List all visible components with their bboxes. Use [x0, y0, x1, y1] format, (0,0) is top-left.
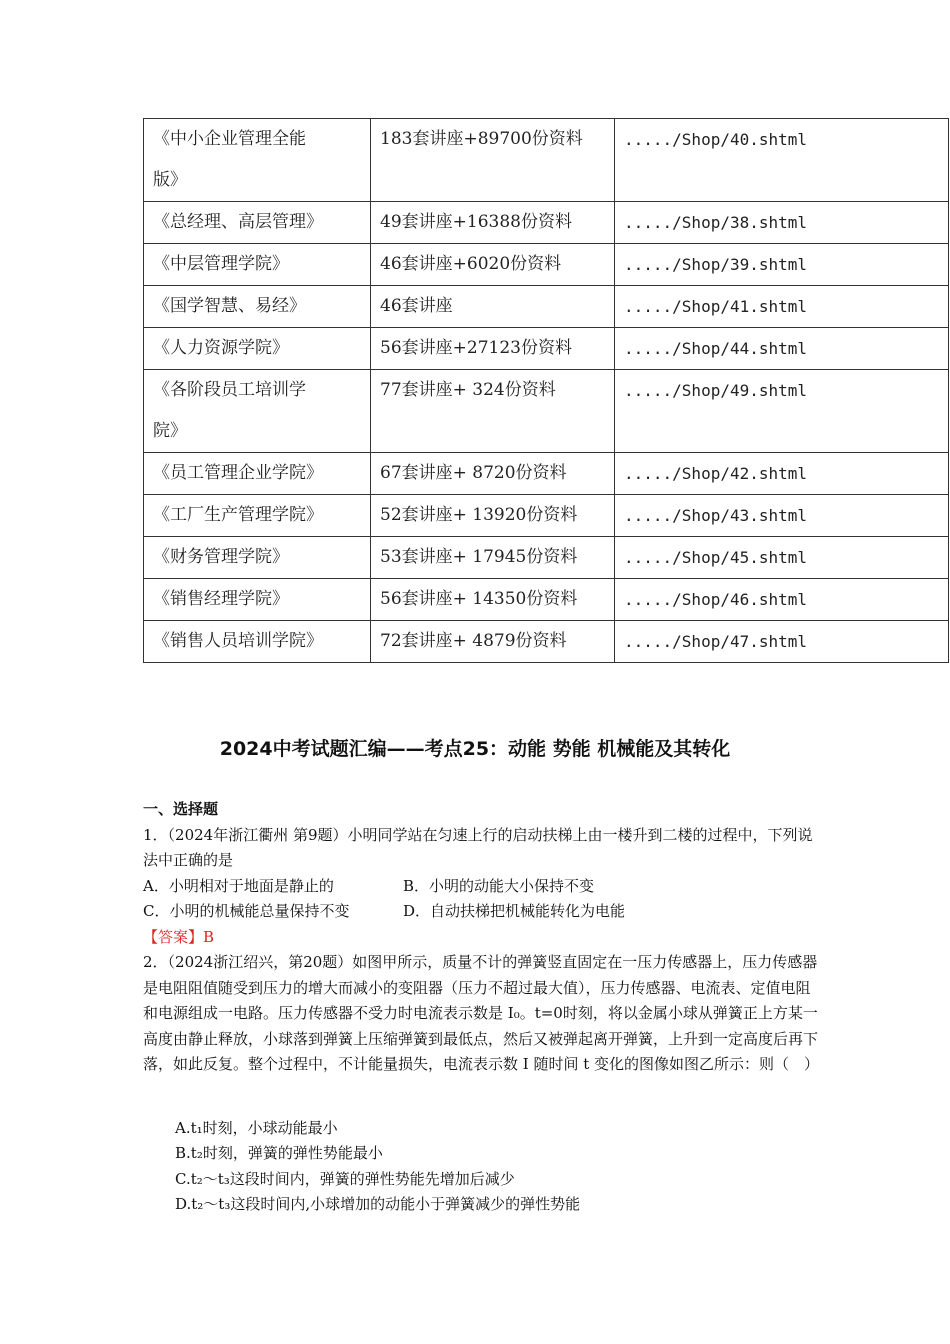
course-content-cell: 56套讲座+27123份资料	[371, 328, 615, 370]
course-link-cell[interactable]: ...../Shop/44.shtml	[615, 328, 949, 370]
question-1-option-a: A．小明相对于地面是静止的	[143, 876, 334, 895]
page-title: 2024中考试题汇编——考点25：动能 势能 机械能及其转化	[219, 738, 731, 760]
catalog-table	[143, 118, 949, 663]
course-name-line: 《总经理、高层管理》	[153, 212, 323, 232]
course-name-cell	[144, 579, 371, 621]
table-row	[144, 537, 949, 579]
course-link-cell[interactable]: ...../Shop/38.shtml	[615, 202, 949, 244]
question-content	[143, 797, 823, 1218]
table-row	[144, 119, 949, 202]
course-name-cell	[144, 119, 371, 202]
course-link-cell[interactable]: ...../Shop/46.shtml	[615, 579, 949, 621]
table-row	[144, 453, 949, 495]
course-name-line: 《财务管理学院》	[153, 547, 289, 567]
course-content-cell: 56套讲座+ 14350份资料	[371, 579, 615, 621]
course-link-cell[interactable]: ...../Shop/49.shtml	[615, 370, 949, 453]
question-1-options-row-1	[143, 874, 823, 900]
course-link-cell[interactable]: ...../Shop/39.shtml	[615, 244, 949, 286]
table-row	[144, 621, 949, 663]
course-content-cell: 46套讲座+6020份资料	[371, 244, 615, 286]
question-1-options-row-2	[143, 899, 823, 925]
course-name-line: 《中小企业管理全能	[153, 129, 306, 149]
course-name-cell	[144, 495, 371, 537]
table-row	[144, 244, 949, 286]
course-content-cell: 77套讲座+ 324份资料	[371, 370, 615, 453]
table-row	[144, 579, 949, 621]
question-1-option-c: C．小明的机械能总量保持不变	[143, 902, 350, 920]
course-name-line: 院》	[153, 421, 187, 441]
question-2-options	[143, 1116, 823, 1218]
course-content-cell: 49套讲座+16388份资料	[371, 202, 615, 244]
table-row	[144, 370, 949, 453]
course-content-cell: 183套讲座+89700份资料	[371, 119, 615, 202]
course-name-line: 《人力资源学院》	[153, 338, 289, 358]
course-content-cell: 52套讲座+ 13920份资料	[371, 495, 615, 537]
course-name-line: 版》	[153, 170, 187, 190]
table-row	[144, 202, 949, 244]
course-name-cell	[144, 537, 371, 579]
course-name-cell	[144, 202, 371, 244]
course-name-line: 《销售经理学院》	[153, 589, 289, 609]
answer-value: B	[203, 927, 215, 946]
course-content-cell: 67套讲座+ 8720份资料	[371, 453, 615, 495]
course-link-cell[interactable]: ...../Shop/45.shtml	[615, 537, 949, 579]
course-name-cell	[144, 328, 371, 370]
course-content-cell: 53套讲座+ 17945份资料	[371, 537, 615, 579]
question-2-stem: 2．（2024浙江绍兴，第20题）如图甲所示，质量不计的弹簧竖直固定在一压力传感器上，压力传感器是电阻阻值随受到压力的增大而减小的变阻器（压力不超过最大值），压力传感器、电流表、定值电阻和电源组成一电路。压力传感器不受力时电流表示数是 I₀。t=0时刻，将以金属小球从弹簧正上方某一高度由静止释放，小球落到弹簧上压缩弹簧到最低点，然后又被弹起离开弹簧，上升到一定高度后再下落，如此反复。整个过程中，不计能量损失，电流表示数 I 随时间 t 变化的图像如图乙所示：则（ ）	[143, 953, 820, 1073]
course-name-cell	[144, 244, 371, 286]
question-1-option-b: B．小明的动能大小保持不变	[403, 876, 595, 895]
course-link-cell[interactable]: ...../Shop/47.shtml	[615, 621, 949, 663]
course-name-cell	[144, 453, 371, 495]
course-name-line: 《工厂生产管理学院》	[153, 505, 323, 525]
course-content-cell: 72套讲座+ 4879份资料	[371, 621, 615, 663]
course-link-cell[interactable]: ...../Shop/40.shtml	[615, 119, 949, 202]
table-row	[144, 495, 949, 537]
question-2-option-d: D.t₂～t₃这段时间内,小球增加的动能小于弹簧减少的弹性势能	[175, 1195, 581, 1213]
table-row	[144, 328, 949, 370]
course-name-cell	[144, 370, 371, 453]
answer-tag: 【答案】	[143, 927, 204, 946]
question-2-option-a: A.t₁时刻，小球动能最小	[175, 1118, 338, 1137]
course-name-line: 《员工管理企业学院》	[153, 463, 323, 483]
course-link-cell[interactable]: ...../Shop/42.shtml	[615, 453, 949, 495]
course-name-cell	[144, 621, 371, 663]
course-name-cell	[144, 286, 371, 328]
course-link-cell[interactable]: ...../Shop/41.shtml	[615, 286, 949, 328]
question-1-answer	[143, 925, 823, 951]
course-name-line: 《各阶段员工培训学	[153, 380, 306, 400]
catalog-body	[144, 119, 949, 663]
question-2-option-b: B.t₂时刻，弹簧的弹性势能最小	[175, 1144, 383, 1162]
question-1-stem: 1．（2024年浙江衢州 第9题）小明同学站在匀速上行的启动扶梯上由一楼升到二楼的过程中，下列说法中正确的是	[143, 825, 813, 869]
course-name-line: 《销售人员培训学院》	[153, 631, 323, 651]
course-name-line: 《国学智慧、易经》	[153, 296, 306, 316]
course-name-line: 《中层管理学院》	[153, 254, 289, 274]
course-link-cell[interactable]: ...../Shop/43.shtml	[615, 495, 949, 537]
question-2-option-c: C.t₂～t₃这段时间内，弹簧的弹性势能先增加后减少	[175, 1169, 515, 1188]
section-heading: 一、选择题	[143, 800, 219, 818]
course-content-cell: 46套讲座	[371, 286, 615, 328]
question-1-option-d: D．自动扶梯把机械能转化为电能	[403, 902, 626, 920]
table-row	[144, 286, 949, 328]
